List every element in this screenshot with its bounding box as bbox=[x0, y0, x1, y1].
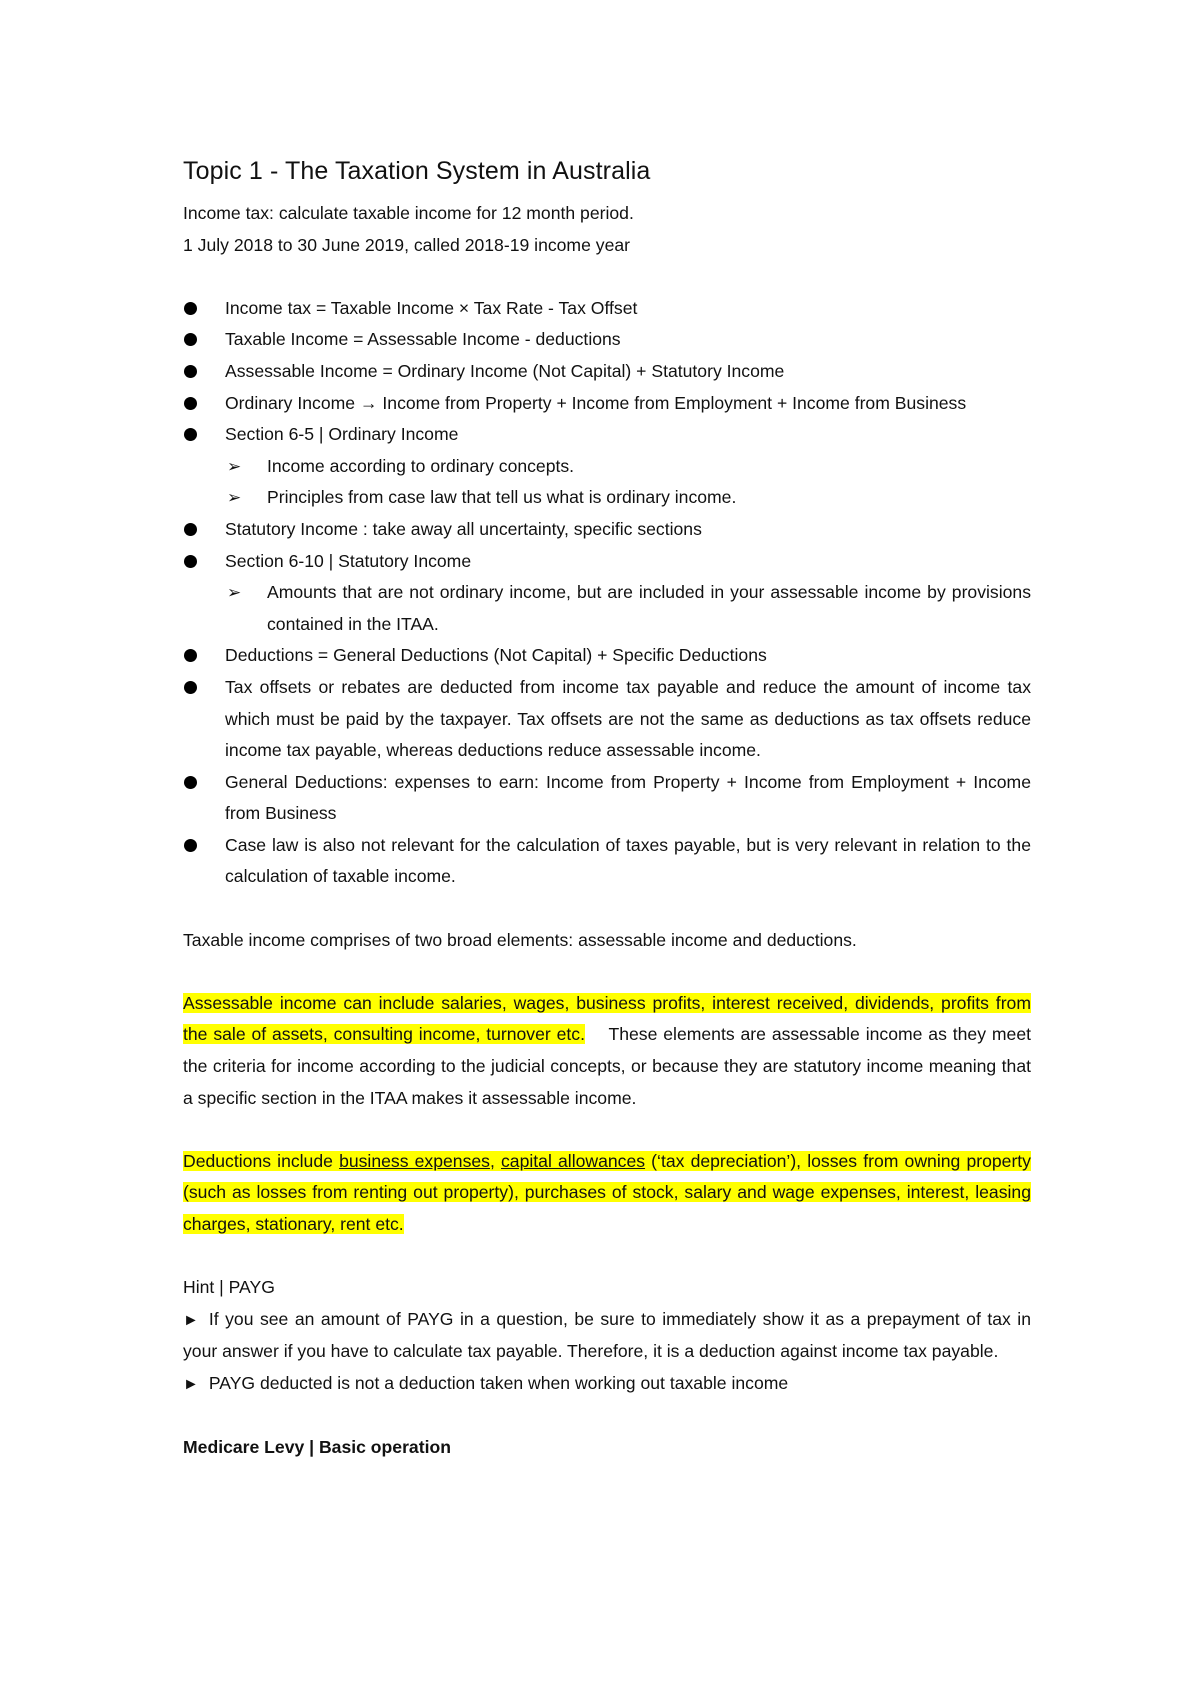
list-item: Section 6-10 | Statutory Income ➢ Amounts that are not ordinary income, but are included in your assessable income by provisions contained in the ITAA. bbox=[183, 546, 1031, 641]
bullet-dot-icon bbox=[184, 649, 197, 662]
bullet-dot-icon bbox=[184, 397, 197, 410]
bullet-dot-icon bbox=[184, 839, 197, 852]
intro-line-2: 1 July 2018 to 30 June 2019, called 2018-19 income year bbox=[183, 234, 630, 255]
medicare-heading: Medicare Levy | Basic operation bbox=[183, 1437, 451, 1458]
bullet-dot-icon bbox=[184, 523, 197, 536]
bullet-dot-icon bbox=[184, 681, 197, 694]
list-item: Section 6-5 | Ordinary Income ➢ Income according to ordinary concepts. ➢ Principles from case law that tell us what is ordinary income. bbox=[183, 419, 1031, 514]
highlighted-text: Assessable income can include salaries, wages, business profits, interest received, dividends, profits from the sale of assets, consulting income, turnover etc. bbox=[183, 992, 1031, 1045]
arrow-bullet-icon: ➢ bbox=[227, 488, 242, 508]
sub-list bbox=[225, 577, 1031, 640]
hint-item: ► PAYG deducted is not a deduction taken when working out taxable income bbox=[183, 1372, 789, 1393]
sub-list-item: ➢ Amounts that are not ordinary income, but are included in your assessable income by provisions contained in the ITAA. bbox=[225, 577, 1031, 640]
hint-heading: Hint | PAYG bbox=[183, 1277, 275, 1298]
document-page bbox=[183, 154, 1031, 1464]
taxable-income-paragraph: Taxable income comprises of two broad elements: assessable income and deductions. bbox=[183, 929, 857, 950]
list-item: Income tax = Taxable Income × Tax Rate - Tax Offset bbox=[183, 293, 1031, 325]
bullet-dot-icon bbox=[184, 333, 197, 346]
list-item: Taxable Income = Assessable Income - deductions bbox=[183, 324, 1031, 356]
bullet-dot-icon bbox=[184, 776, 197, 789]
sub-list-item: ➢ Principles from case law that tell us what is ordinary income. bbox=[225, 482, 1031, 514]
business-expenses-link[interactable]: business expenses bbox=[339, 1150, 490, 1171]
list-item: Deductions = General Deductions (Not Capital) + Specific Deductions bbox=[183, 640, 1031, 672]
list-item: Ordinary Income → Income from Property + Income from Employment + Income from Business bbox=[183, 388, 1031, 420]
bullet-dot-icon bbox=[184, 365, 197, 378]
capital-allowances-link[interactable]: capital allowances bbox=[501, 1150, 646, 1171]
assessable-income-paragraph bbox=[183, 988, 1031, 1114]
bullet-list bbox=[183, 293, 1031, 893]
sub-list-item: ➢ Income according to ordinary concepts. bbox=[225, 451, 1031, 483]
bullet-dot-icon bbox=[184, 555, 197, 568]
triangle-pointer-icon: ► bbox=[183, 1375, 199, 1393]
sub-list bbox=[225, 451, 1031, 514]
list-item: Statutory Income : take away all uncertainty, specific sections bbox=[183, 514, 1031, 546]
deductions-paragraph bbox=[183, 1146, 1031, 1241]
arrow-bullet-icon: ➢ bbox=[227, 456, 242, 476]
intro-line-1: Income tax: calculate taxable income for 12 month period. bbox=[183, 203, 634, 223]
list-item: Assessable Income = Ordinary Income (Not Capital) + Statutory Income bbox=[183, 356, 1031, 388]
triangle-pointer-icon: ► bbox=[183, 1311, 199, 1329]
bullet-dot-icon bbox=[184, 428, 197, 441]
paragraph-text: These elements are assessable income as they meet the criteria for income according to the judicial concepts, or because they are statutory income meaning that a specific section in the ITAA makes it assessable income. bbox=[183, 1024, 1031, 1108]
list-item: Case law is also not relevant for the calculation of taxes payable, but is very relevant in relation to the calculation of taxable income. bbox=[183, 830, 1031, 893]
highlighted-text: Deductions include business expenses, capital allowances (‘tax depreciation’), losses from owning property (such as losses from renting out property), purchases of stock, salary and wage expenses, interest, leasing charges, stationary, rent etc. bbox=[183, 1150, 1031, 1234]
page-title: Topic 1 - The Taxation System in Australia bbox=[183, 157, 651, 185]
hint-item: ► If you see an amount of PAYG in a question, be sure to immediately show it as a prepayment of tax in your answer if you have to calculate tax payable. Therefore, it is a deduction against income tax payable. bbox=[183, 1308, 1031, 1362]
list-item: Tax offsets or rebates are deducted from income tax payable and reduce the amount of income tax which must be paid by the taxpayer. Tax offsets are not the same as deductions as tax offsets reduce income tax payable, whereas deductions reduce assessable income. bbox=[183, 672, 1031, 767]
list-item: General Deductions: expenses to earn: Income from Property + Income from Employment + Income from Business bbox=[183, 767, 1031, 830]
arrow-bullet-icon: ➢ bbox=[227, 583, 242, 603]
bullet-dot-icon bbox=[184, 302, 197, 315]
